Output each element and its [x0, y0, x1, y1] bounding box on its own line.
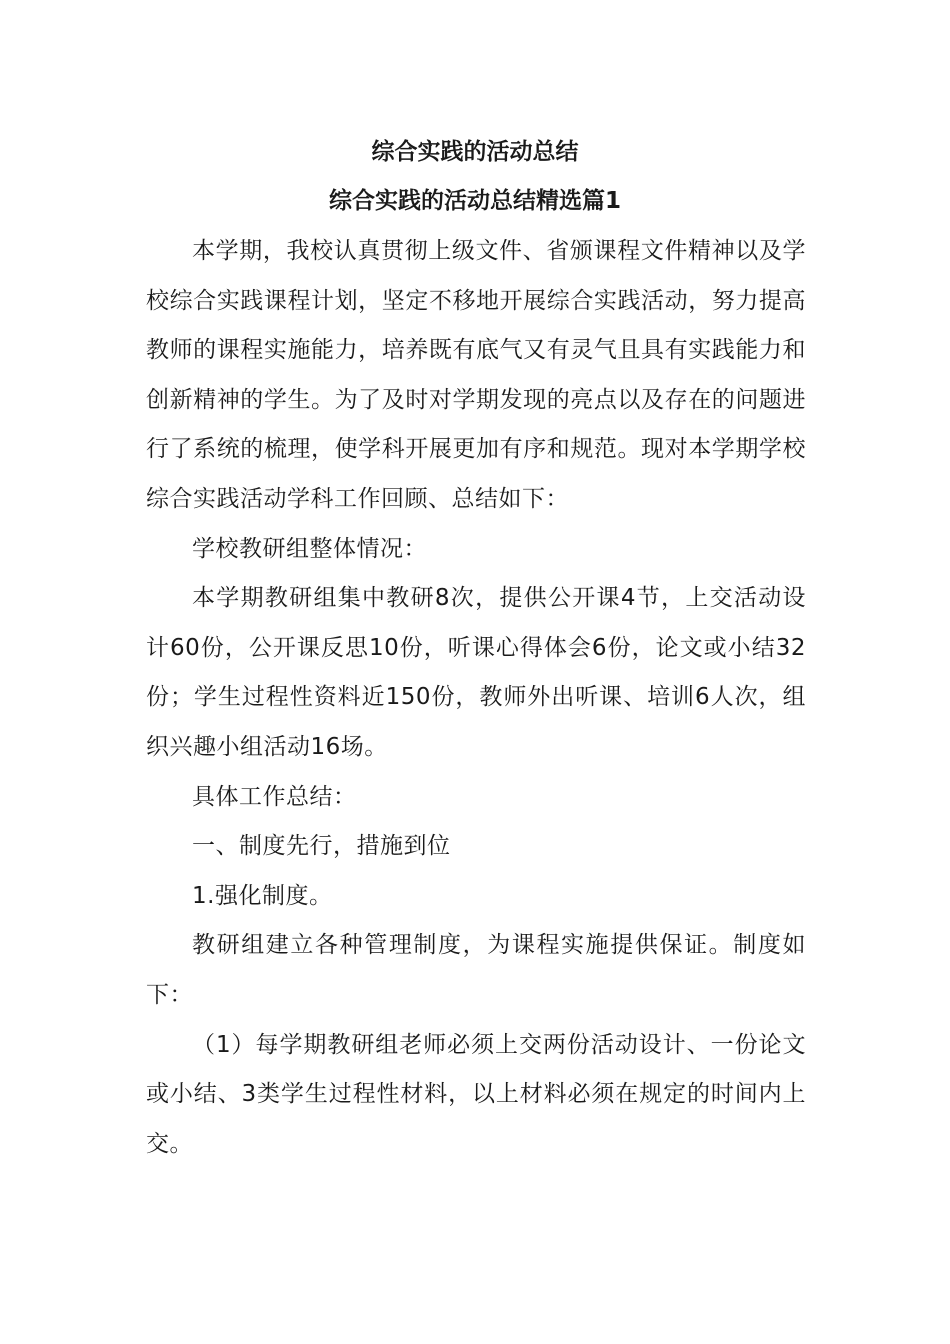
paragraph-intro: 本学期，我校认真贯彻上级文件、省颁课程文件精神以及学校综合实践课程计划，坚定不移地开展综合实践活动，努力提高教师的课程实施能力，培养既有底气又有灵气且具有实践能力和创新精神的学生。为了及时对学期发现的亮点以及存在的问题进行了系统的梳理，使学科开展更加有序和规范。现对本学期学校综合实践活动学科工作回顾、总结如下：	[146, 238, 806, 512]
document-body	[146, 227, 806, 1169]
paragraph-overview-heading: 学校教研组整体情况：	[192, 535, 427, 562]
paragraph-item-one-heading: 1.强化制度。	[192, 882, 333, 909]
paragraph-work-summary-heading: 具体工作总结：	[192, 783, 357, 810]
paragraph-section-one-heading: 一、制度先行，措施到位	[192, 833, 451, 860]
document-subtitle: 综合实践的活动总结精选篇1	[328, 188, 621, 214]
paragraph-rules-intro: 教研组建立各种管理制度，为课程实施提供保证。制度如下：	[146, 932, 806, 1008]
document-title: 综合实践的活动总结	[371, 139, 579, 165]
paragraph-rule-one: （1）每学期教研组老师必须上交两份活动设计、一份论文或小结、3类学生过程性材料，以上材料必须在规定的时间内上交。	[146, 1031, 806, 1157]
paragraph-overview-stats: 本学期教研组集中教研8次，提供公开课4节，上交活动设计60份，公开课反思10份，听课心得体会6份，论文或小结32份；学生过程性资料近150份，教师外出听课、培训6人次，组织兴趣小组活动16场。	[146, 585, 806, 760]
